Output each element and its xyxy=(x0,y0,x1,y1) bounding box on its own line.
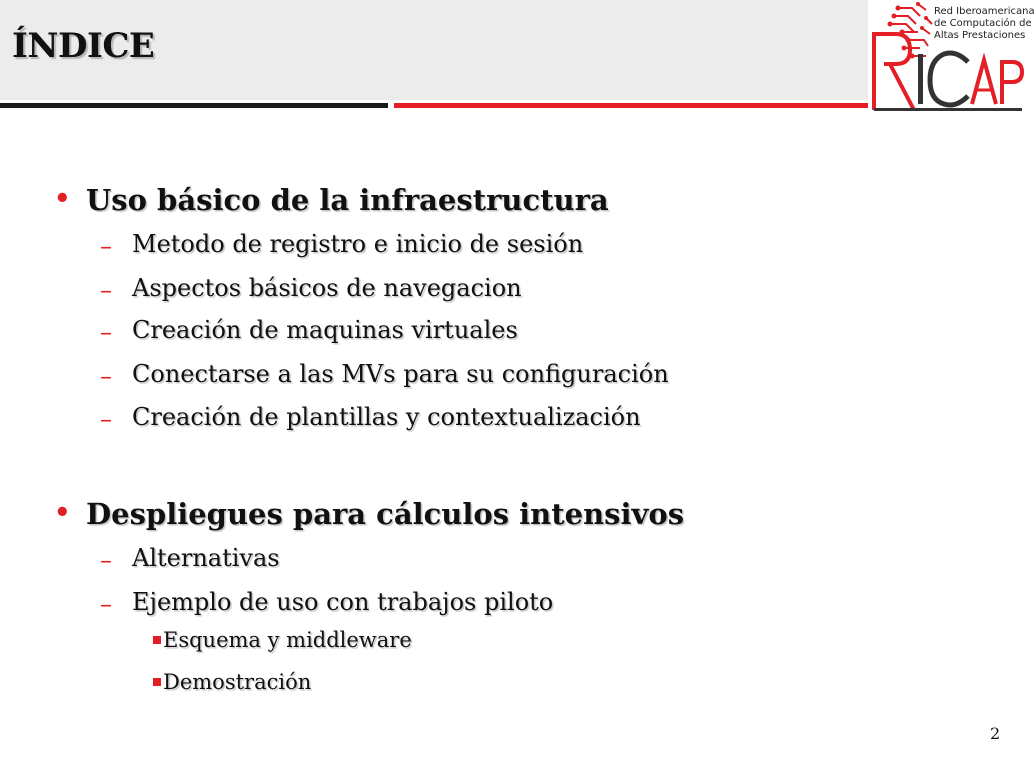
dash-icon: – xyxy=(100,590,112,618)
dash-icon: – xyxy=(100,405,112,433)
outline-item: Alternativas xyxy=(132,544,280,572)
outline-item: Metodo de registro e inicio de sesión xyxy=(132,230,584,258)
dash-icon: – xyxy=(100,318,112,346)
outline-subitem: Esquema y middleware xyxy=(163,628,412,652)
outline-section-2: Despliegues para cálculos intensivos xyxy=(86,497,685,531)
outline-item: Conectarse a las MVs para su configuración xyxy=(132,360,669,388)
outline-section-1: Uso básico de la infraestructura xyxy=(86,183,609,217)
dash-icon: – xyxy=(100,232,112,260)
page-number: 2 xyxy=(990,724,1001,743)
dash-icon: – xyxy=(100,276,112,304)
logo-line: de Computación de xyxy=(934,18,1032,29)
outline-subitem: Demostración xyxy=(163,670,312,694)
slide-title: ÍNDICE xyxy=(12,26,155,66)
dash-icon: – xyxy=(100,546,112,574)
dash-icon: – xyxy=(100,362,112,390)
bullet-icon: • xyxy=(54,184,71,214)
outline-item: Aspectos básicos de navegacion xyxy=(132,274,522,302)
logo-line: Altas Prestaciones xyxy=(934,30,1026,41)
square-bullet-icon xyxy=(153,678,161,686)
outline-item: Ejemplo de uso con trabajos piloto xyxy=(132,588,554,616)
outline-item: Creación de plantillas y contextualización xyxy=(132,403,641,431)
bullet-icon: • xyxy=(54,498,71,528)
outline-item: Creación de maquinas virtuales xyxy=(132,316,518,344)
square-bullet-icon xyxy=(153,636,161,644)
logo-line: Red Iberoamericana xyxy=(934,6,1035,17)
